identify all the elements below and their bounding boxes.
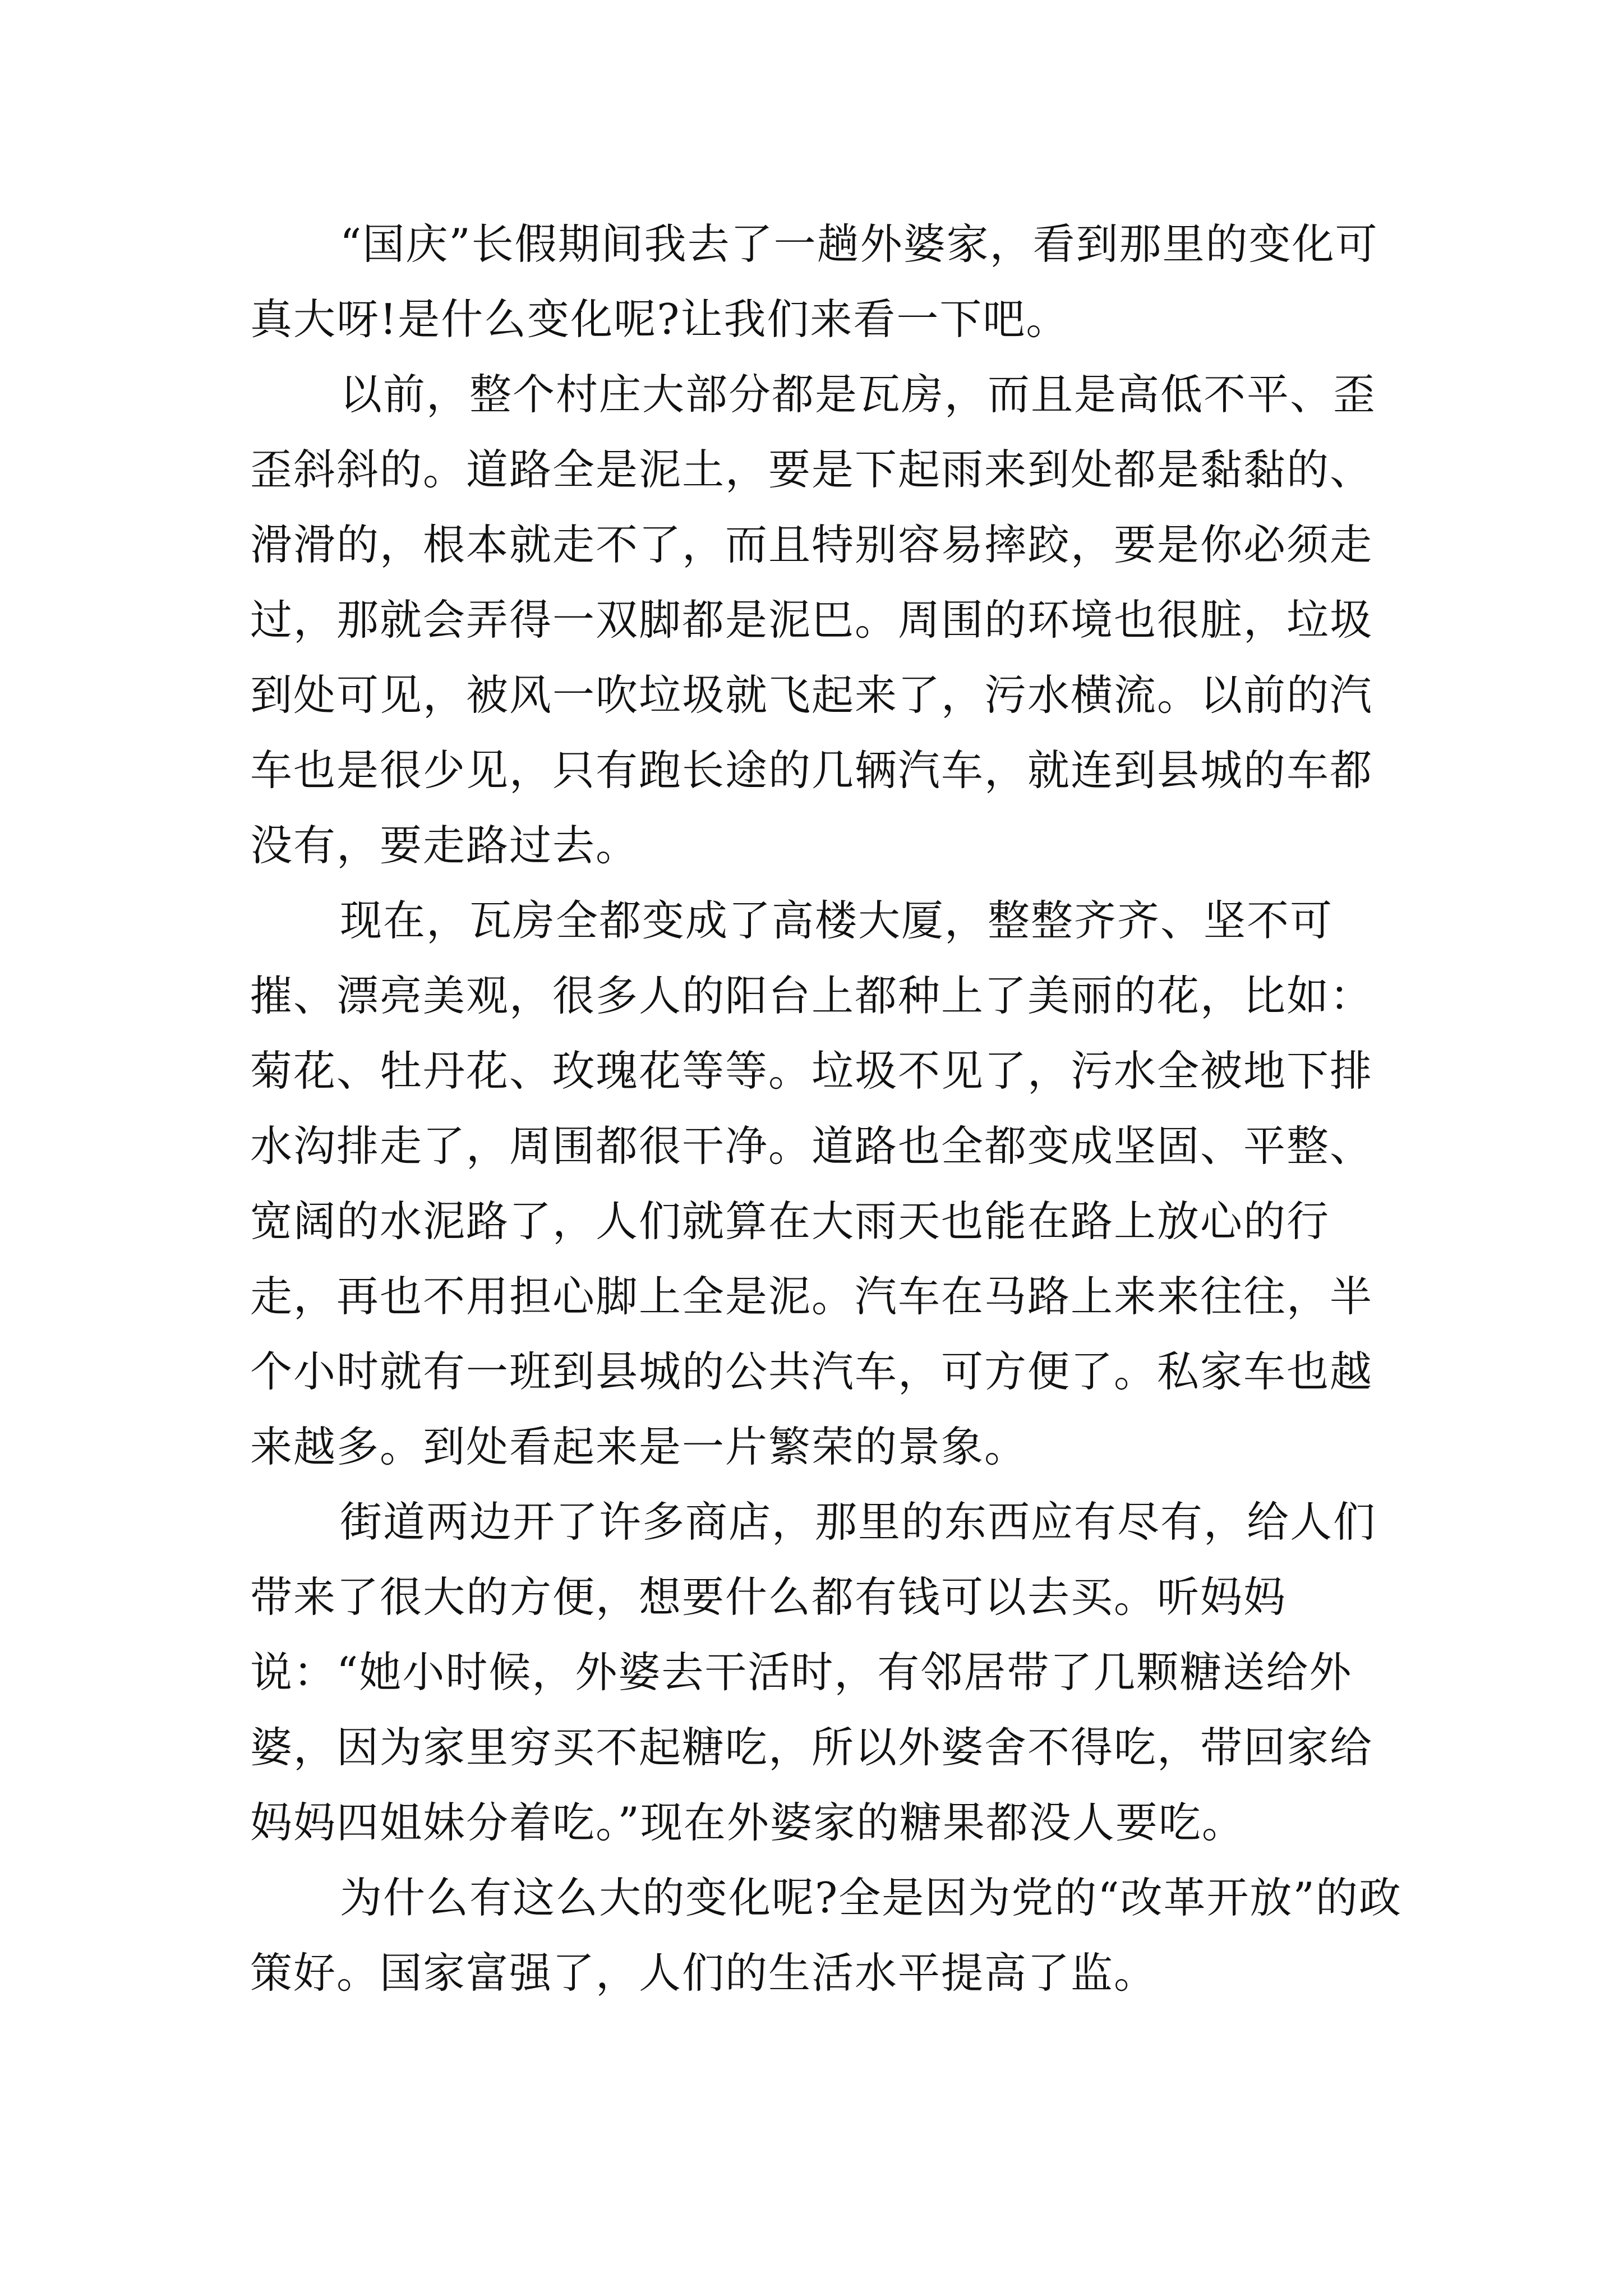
- paragraph-1: “国庆”长假期间我去了一趟外婆家，看到那里的变化可真大呀!是什么变化呢?让我们来看一下吧。: [250, 219, 1378, 344]
- paragraph-5: 为什么有这么大的变化呢?全是因为党的“改革开放”的政策好。国家富强了，人们的生活水平提高了监。: [250, 1873, 1402, 1998]
- paragraph-2: 以前，整个村庄大部分都是瓦房，而且是高低不平、歪歪斜斜的。道路全是泥土，要是下起雨来到处都是黏黏的、滑滑的，根本就走不了，而且特别容易摔跤，要是你必须走过，那就会弄得一双脚都是泥巴。周围的环境也很脏，垃圾到处可见，被风一吹垃圾就飞起来了，污水横流。以前的汽车也是很少见，只有跑长途的几辆汽车，就连到县城的车都没有，要走路过去。: [250, 370, 1377, 870]
- paragraph-3: 现在，瓦房全都变成了高楼大厦，整整齐齐、坚不可摧、漂亮美观，很多人的阳台上都种上了美丽的花，比如：菊花、牡丹花、玫瑰花等等。垃圾不见了，污水全被地下排水沟排走了，周围都很干净。道路也全都变成坚固、平整、宽阔的水泥路了，人们就算在大雨天也能在路上放心的行走，再也不用担心脚上全是泥。汽车在马路上来来往往，半个小时就有一班到县城的公共汽车，可方便了。私家车也越来越多。到处看起来是一片繁荣的景象。: [250, 896, 1373, 1471]
- paragraph-4: 街道两边开了许多商店，那里的东西应有尽有，给人们带来了很大的方便，想要什么都有钱可以去买。听妈妈说：“她小时候，外婆去干活时，有邻居带了几颗糖送给外婆，因为家里穷买不起糖吃，所以外婆舍不得吃，带回家给妈妈四姐妹分着吃。”现在外婆家的糖果都没人要吃。: [250, 1497, 1377, 1847]
- essay-body: [250, 206, 1405, 2010]
